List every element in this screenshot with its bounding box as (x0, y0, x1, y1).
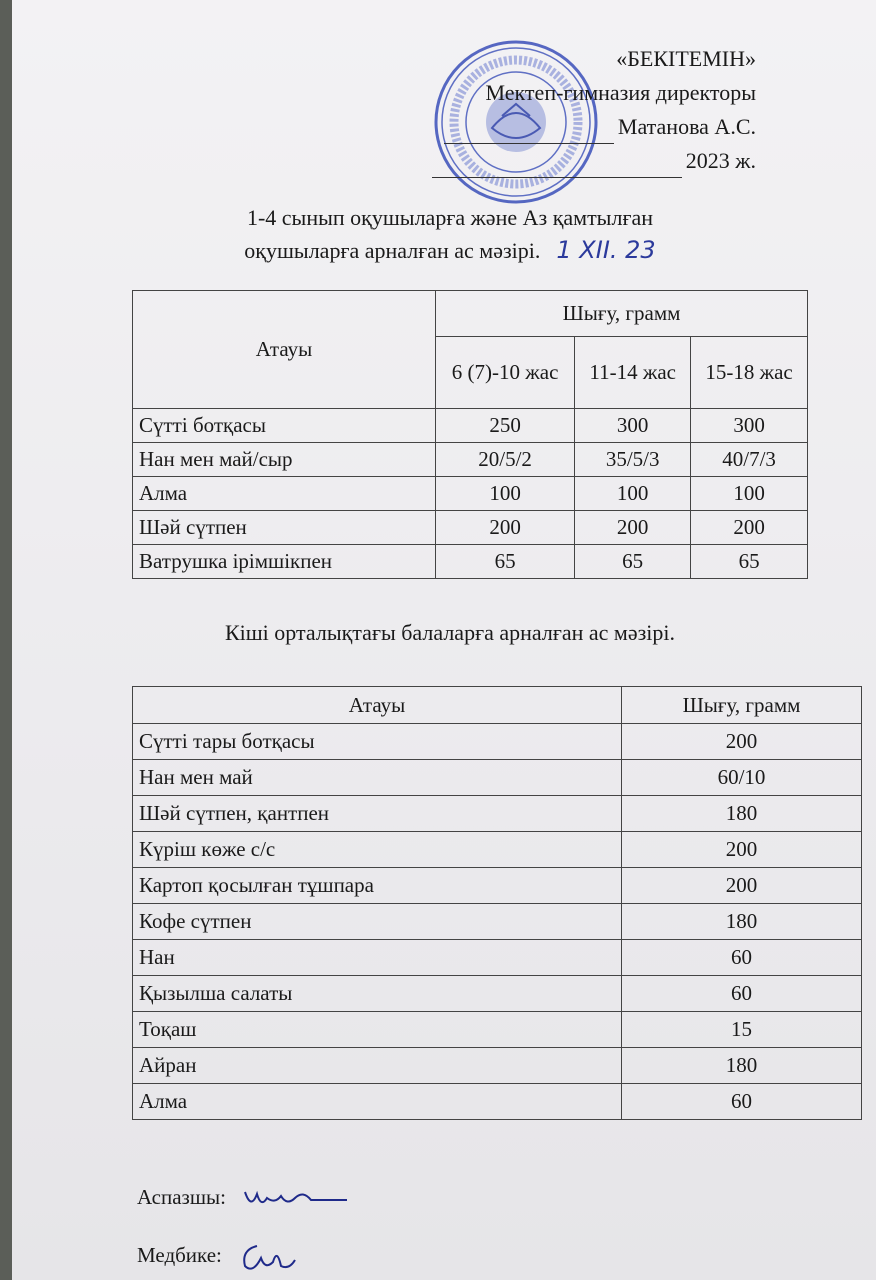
dish-name: Картоп қосылған тұшпара (133, 868, 622, 904)
dish-value: 100 (436, 477, 575, 511)
dish-value: 65 (575, 545, 691, 579)
dish-value: 60 (622, 976, 862, 1012)
table-row (133, 796, 862, 832)
dish-name: Шәй сүтпен (133, 511, 436, 545)
dish-value: 200 (575, 511, 691, 545)
signature-line (444, 121, 614, 144)
nurse-label: Медбике: (137, 1242, 222, 1267)
dish-value: 100 (575, 477, 691, 511)
table-row (133, 976, 862, 1012)
dish-value: 15 (622, 1012, 862, 1048)
menu1-age-group: 6 (7)-10 жас (436, 337, 575, 409)
dish-name: Айран (133, 1048, 622, 1084)
menu1-title (12, 202, 876, 267)
dish-value: 60 (622, 940, 862, 976)
nurse-signature (137, 1240, 317, 1274)
menu1-age-group: 15-18 жас (691, 337, 808, 409)
table-row (133, 511, 808, 545)
menu1-title-line1: 1-4 сынып оқушыларға және Аз қамтылған (246, 205, 654, 230)
menu1-table (132, 290, 808, 579)
dish-value: 180 (622, 904, 862, 940)
table-row (133, 1048, 862, 1084)
signature-icon (237, 1240, 317, 1274)
menu2-table (132, 686, 862, 1120)
dish-value: 100 (691, 477, 808, 511)
table-row (133, 443, 808, 477)
dish-name: Шәй сүтпен, қантпен (133, 796, 622, 832)
table-row (133, 545, 808, 579)
dish-value: 65 (691, 545, 808, 579)
dish-name: Нан мен май/сыр (133, 443, 436, 477)
approval-year: 2023 ж. (685, 148, 756, 173)
menu1-title-line2: оқушыларға арналған ас мәзірі. (244, 238, 541, 263)
table-row (133, 409, 808, 443)
table-row (133, 1084, 862, 1120)
dish-name: Ватрушка ірімшікпен (133, 545, 436, 579)
document-sheet (12, 0, 876, 1280)
table-row (133, 940, 862, 976)
dish-name: Сүтті тары ботқасы (133, 724, 622, 760)
approval-name: Матанова А.С. (617, 114, 756, 139)
dish-name: Нан мен май (133, 760, 622, 796)
dish-name: Алма (133, 1084, 622, 1120)
table-row (133, 760, 862, 796)
dish-value: 200 (622, 868, 862, 904)
approval-block (432, 42, 756, 178)
dish-value: 200 (691, 511, 808, 545)
menu1-age-group: 11-14 жас (575, 337, 691, 409)
table-row (133, 724, 862, 760)
dish-name: Нан (133, 940, 622, 976)
dish-value: 20/5/2 (436, 443, 575, 477)
menu2-title: Кіші орталықтағы балаларға арналған ас мәзірі. (224, 620, 676, 645)
table-row (133, 832, 862, 868)
dish-value: 40/7/3 (691, 443, 808, 477)
dish-name: Тоқаш (133, 1012, 622, 1048)
handwritten-date: 1 XII. 23 (556, 236, 656, 264)
menu1-header-name: Атауы (133, 291, 436, 409)
dish-value: 35/5/3 (575, 443, 691, 477)
dish-value: 200 (622, 832, 862, 868)
table-row (133, 1012, 862, 1048)
date-line (432, 155, 682, 178)
menu2-header-name: Атауы (133, 687, 622, 724)
dish-value: 200 (622, 724, 862, 760)
approval-position: Мектеп-гимназия директоры (485, 80, 756, 105)
dish-value: 300 (575, 409, 691, 443)
menu2-header-output: Шығу, грамм (622, 687, 862, 724)
dish-name: Күріш көже с/с (133, 832, 622, 868)
dish-value: 180 (622, 1048, 862, 1084)
approval-title: «БЕКІТЕМІН» (616, 46, 756, 71)
dish-name: Қызылша салаты (133, 976, 622, 1012)
table-row (133, 477, 808, 511)
dish-value: 60 (622, 1084, 862, 1120)
dish-value: 180 (622, 796, 862, 832)
table-row (133, 904, 862, 940)
dish-value: 300 (691, 409, 808, 443)
dish-name: Алма (133, 477, 436, 511)
dish-value: 60/10 (622, 760, 862, 796)
menu1-header-output: Шығу, грамм (436, 291, 808, 337)
dish-value: 65 (436, 545, 575, 579)
cook-label: Аспазшы: (137, 1184, 226, 1209)
dish-value: 250 (436, 409, 575, 443)
dish-name: Сүтті ботқасы (133, 409, 436, 443)
cook-signature (137, 1184, 351, 1214)
table-row (133, 868, 862, 904)
dish-value: 200 (436, 511, 575, 545)
dish-name: Кофе сүтпен (133, 904, 622, 940)
signature-icon (241, 1184, 351, 1214)
